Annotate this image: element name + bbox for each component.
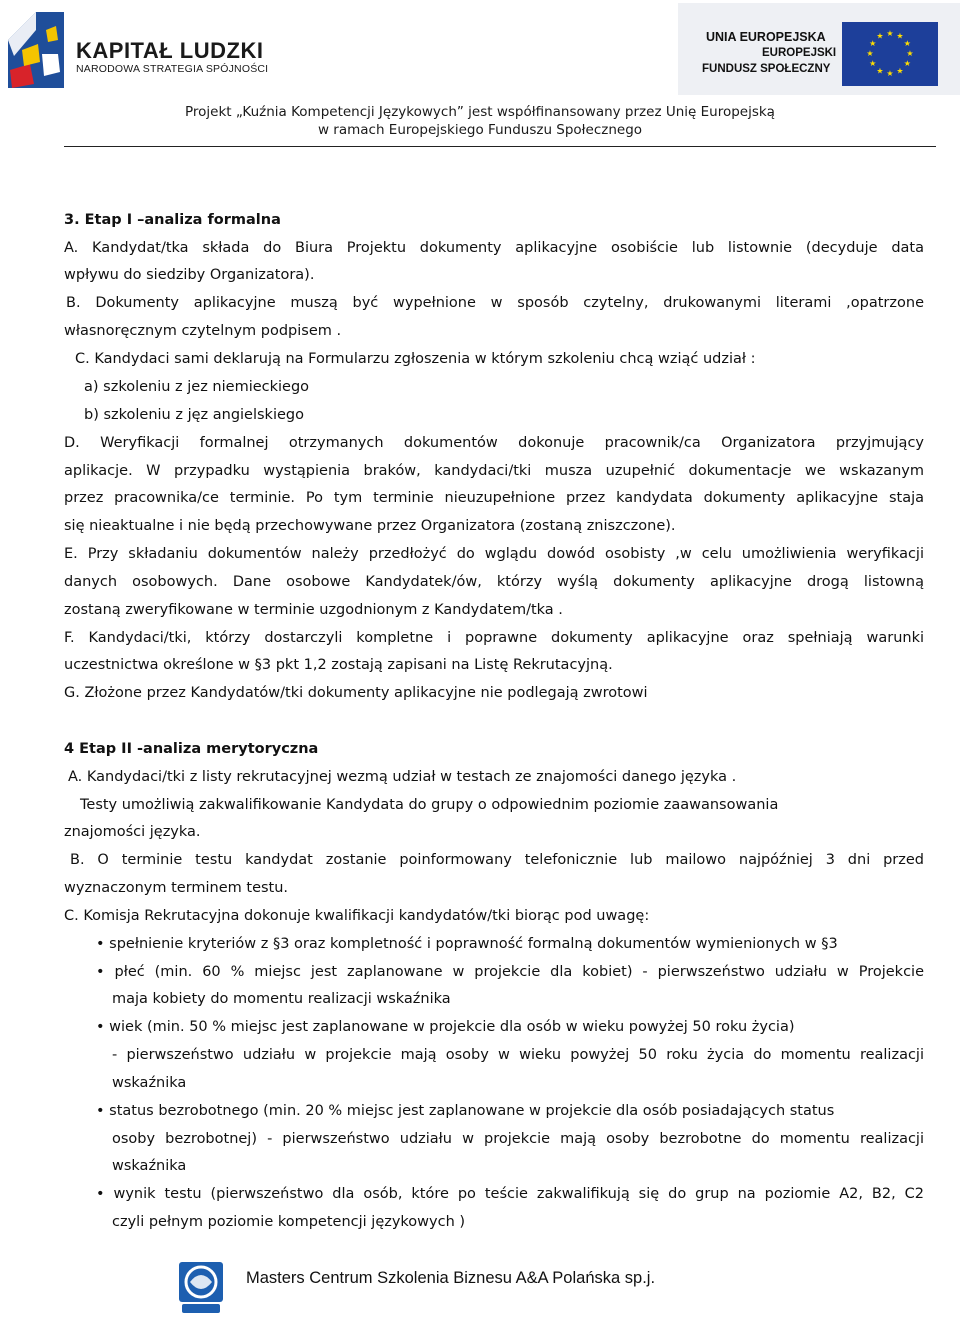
para-4a-line-2: Testy umożliwią zakwalifikowanie Kandydata do grupy o odpowiednim poziomie zaawansowania <box>80 797 779 813</box>
svg-text:★: ★ <box>903 59 911 68</box>
para-3f-line-2: uczestnictwa określone w §3 pkt 1,2 zostają zapisani na Listę Rekrutacyjną. <box>64 657 613 673</box>
para-3a-line-1: A. Kandydat/tka składa do Biura Projektu dokumenty aplikacyjne osobiście lub listownie (decyduje data <box>64 240 924 256</box>
masters-csb-logo <box>176 1260 226 1316</box>
svg-text:★: ★ <box>903 39 911 48</box>
para-3a-line-2: wpływu do siedziby Organizatora). <box>64 267 315 283</box>
criteria-item-4-line-1: • status bezrobotnego (min. 20 % miejsc jest zaplanowane w projekcie dla osób posiadających status <box>96 1103 835 1119</box>
para-3b-line-2: własnoręcznym czytelnym podpisem . <box>64 323 342 339</box>
svg-text:★: ★ <box>869 59 877 68</box>
para-4b-line-2: wyznaczonym terminem testu. <box>64 880 289 896</box>
document-header <box>0 0 960 150</box>
svg-text:★: ★ <box>886 29 894 38</box>
para-3d-line-1: D. Weryfikacji formalnej otrzymanych dokumentów dokonuje pracownik/ca Organizatora przyjmujący <box>64 435 924 451</box>
para-3e-line-3: zostaną zweryfikowane w terminie uzgodnionym z Kandydatem/tka . <box>64 602 563 618</box>
svg-text:★: ★ <box>896 66 904 76</box>
project-line-2: w ramach Europejskiego Funduszu Społecznego <box>317 122 643 138</box>
criteria-item-3-line-1: • wiek (min. 50 % miejsc jest zaplanowane w projekcie dla osób w wieku powyżej 50 roku życia) <box>96 1019 795 1035</box>
svg-text:★: ★ <box>906 49 914 58</box>
criteria-item-4-line-2: osoby bezrobotnej) - pierwszeństwo udziału w projekcie mają osoby bezrobotne do momentu realizacji <box>112 1131 924 1147</box>
criteria-item-4-line-3: wskaźnika <box>112 1158 187 1174</box>
header-divider <box>64 146 936 147</box>
para-3b-line-1: B. Dokumenty aplikacyjne muszą być wypełnione w sposób czytelny, drukowanymi literami ,opatrzone <box>66 295 924 311</box>
svg-text:★: ★ <box>866 49 874 58</box>
project-line-1: Projekt „Kuźnia Kompetencji Językowych” jest współfinansowany przez Unię Europejską <box>185 104 775 120</box>
para-3d-line-4: się nieaktualne i nie będą przechowywane przez Organizatora (zostaną zniszczone). <box>64 518 676 534</box>
criteria-item-1: • spełnienie kryteriów z §3 oraz kompletność i poprawność formalną dokumentów wymienionych w §3 <box>96 936 838 952</box>
eu-line-3: FUNDUSZ SPOŁECZNY <box>702 63 831 75</box>
criteria-item-3-line-3: wskaźnika <box>112 1075 187 1091</box>
criteria-item-2-line-2: maja kobiety do momentu realizacji wskaźnika <box>112 991 451 1007</box>
kl-subtitle: NARODOWA STRATEGIA SPÓJNOŚCI <box>76 63 269 75</box>
kl-title: KAPITAŁ LUDZKI <box>76 38 264 63</box>
svg-text:★: ★ <box>896 31 904 41</box>
criteria-item-3-line-2: - pierwszeństwo udziału w projekcie mają osoby w wieku powyżej 50 roku życia do momentu realizacji <box>112 1047 924 1063</box>
svg-text:★: ★ <box>869 39 877 48</box>
para-4c-line-1: C. Komisja Rekrutacyjna dokonuje kwalifikacji kandydatów/tki biorąc pod uwagę: <box>64 908 650 924</box>
svg-text:★: ★ <box>876 31 884 41</box>
para-3c-option-b: b) szkoleniu z jęz angielskiego <box>84 407 304 423</box>
kapital-ludzki-logo <box>6 10 66 90</box>
para-3c-option-a: a) szkoleniu z jez niemieckiego <box>84 379 310 395</box>
para-3d-line-3: przez pracownika/ce terminie. Po tym terminie nieuzupełnione przez kandydata dokumenty aplikacyjne staja <box>64 490 924 506</box>
para-4b-line-1: B. O terminie testu kandydat zostanie poinformowany telefonicznie lub mailowo najpóźniej 3 dni przed <box>70 852 924 868</box>
criteria-item-5-line-1: • wynik testu (pierwszeństwo dla osób, które po teście zakwalifikują się do grup na poziomie A2, B2, C2 <box>96 1186 924 1202</box>
criteria-item-5-line-2: czyli pełnym poziomie kompetencji językowych ) <box>112 1214 466 1230</box>
section-4-heading: 4 Etap II -analiza merytoryczna <box>64 741 319 757</box>
svg-text:★: ★ <box>876 66 884 76</box>
para-3g-line-1: G. Złożone przez Kandydatów/tki dokumenty aplikacyjne nie podlegają zwrotowi <box>64 685 648 701</box>
para-3d-line-2: aplikacje. W przypadku wystąpienia braków, kandydaci/tki musza uzupełnić dokumentacje we wskazanym <box>64 463 924 479</box>
para-3f-line-1: F. Kandydaci/tki, którzy dostarczyli kompletne i poprawne dokumenty aplikacyjne oraz spełniają warunki <box>64 630 924 646</box>
eu-line-1: UNIA EUROPEJSKA <box>706 30 826 44</box>
eu-flag-icon <box>842 22 938 86</box>
svg-text:★: ★ <box>886 69 894 78</box>
section-3-heading: 3. Etap I –analiza formalna <box>64 212 281 228</box>
criteria-item-2-line-1: • płeć (min. 60 % miejsc jest zaplanowane w projekcie dla kobiet) - pierwszeństwo udziału w Projekcie <box>96 964 924 980</box>
para-3c-line-1: C. Kandydaci sami deklarują na Formularzu zgłoszenia w którym szkoleniu chcą wziąć udział : <box>75 351 756 367</box>
eu-line-2: EUROPEJSKI <box>762 47 837 59</box>
para-4a-line-1: A. Kandydaci/tki z listy rekrutacyjnej wezmą udział w testach ze znajomości danego języka . <box>68 769 737 785</box>
para-3e-line-2: danych osobowych. Dane osobowe Kandydatek/ów, którzy wyślą dokumenty aplikacyjne drogą listowną <box>64 574 924 590</box>
para-4a-line-3: znajomości języka. <box>64 824 201 840</box>
para-3e-line-1: E. Przy składaniu dokumentów należy przedłożyć do wglądu dowód osobisty ,w celu umożliwienia weryfikacji <box>64 546 924 562</box>
footer-company: Masters Centrum Szkolenia Biznesu A&A Polańska sp.j. <box>246 1269 656 1287</box>
